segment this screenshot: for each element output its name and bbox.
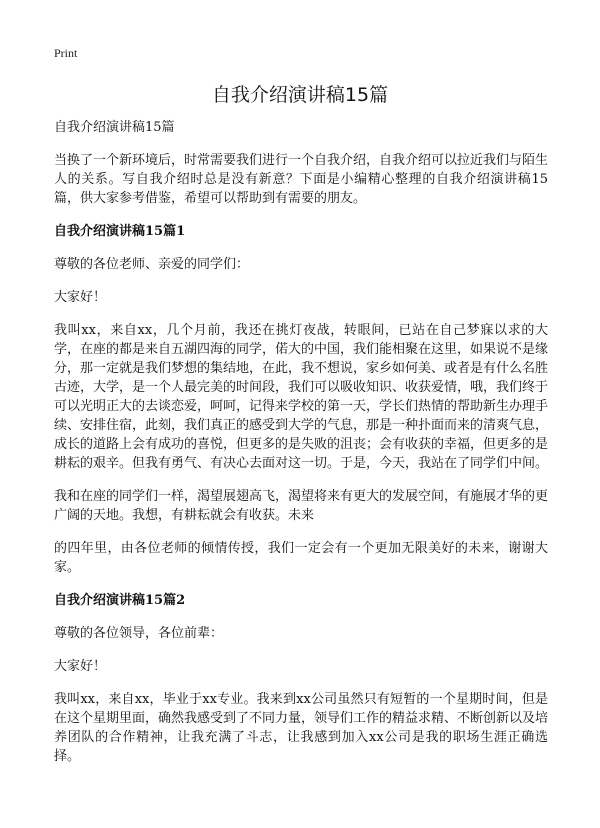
print-link[interactable]: Print	[54, 46, 78, 60]
article-body	[54, 118, 548, 780]
page-title: 自我介绍演讲稿15篇	[211, 84, 389, 106]
section-1-closing-paragraph: 的四年里，由各位老师的倾情传授，我们一定会有一个更加无限美好的未来，谢谢大家。	[54, 541, 548, 575]
intro-subtitle: 自我介绍演讲稿15篇	[54, 120, 175, 135]
section-2-salutation: 尊敬的各位领导，各位前辈：	[54, 626, 224, 641]
section-2-body-paragraph: 我叫xx，来自xx，毕业于xx专业。我来到xx公司虽然只有短暂的一个星期时间，但是在这个星期里面，确然我感受到了不同力量，领导们工作的精益求精、不断创新以及培养团队的合作精神，让我充满了斗志，让我感到加入xx公司是我的职场生涯正确选择。	[54, 692, 549, 764]
section-2-greeting: 大家好！	[54, 659, 107, 674]
section-1-body-paragraph: 我叫xx，来自xx，几个月前，我还在挑灯夜战，转眼间，已站在自己梦寐以求的大学，在座的都是来自五湖四海的同学，偌大的中国，我们能相聚在这里，如果说不是缘分，那一定就是我们梦想的集结地，在此，我不想说，家乡如何美、或者是有什么名胜古迹，大学，是一个人最完美的时间段，我们可以吸收知识、收获爱情，哦，我们终于可以光明正大的去谈恋爱，呵呵，记得来学校的第一天，学长们热情的帮助新生办理手续、安排住宿，此刻，我们真正的感受到大学的气息，那是一种扑面而来的清爽气息，成长的道路上会有成功的喜悦，但更多的是失败的沮丧；会有收获的幸福，但更多的是耕耘的艰辛。但我有勇气、有决心去面对这一切。于是，今天，我站在了同学们中间。	[54, 323, 549, 471]
section-1-body-paragraph: 我和在座的同学们一样，渴望展翅高飞，渴望将来有更大的发展空间，有施展才华的更广阔的天地。我想，有耕耘就会有收获。未来	[54, 489, 549, 523]
intro-paragraph: 当换了一个新环境后，时常需要我们进行一个自我介绍，自我介绍可以拉近我们与陌生人的关系。写自我介绍时总是没有新意？下面是小编精心整理的自我介绍演讲稿15篇，供大家参考借鉴，希望可以帮助到有需要的朋友。	[54, 153, 549, 206]
section-1-salutation: 尊敬的各位老师、亲爱的同学们：	[54, 257, 250, 272]
section-1-heading: 自我介绍演讲稿15篇1	[54, 224, 186, 239]
section-1-greeting: 大家好！	[54, 290, 107, 305]
section-2-heading: 自我介绍演讲稿15篇2	[54, 593, 186, 608]
